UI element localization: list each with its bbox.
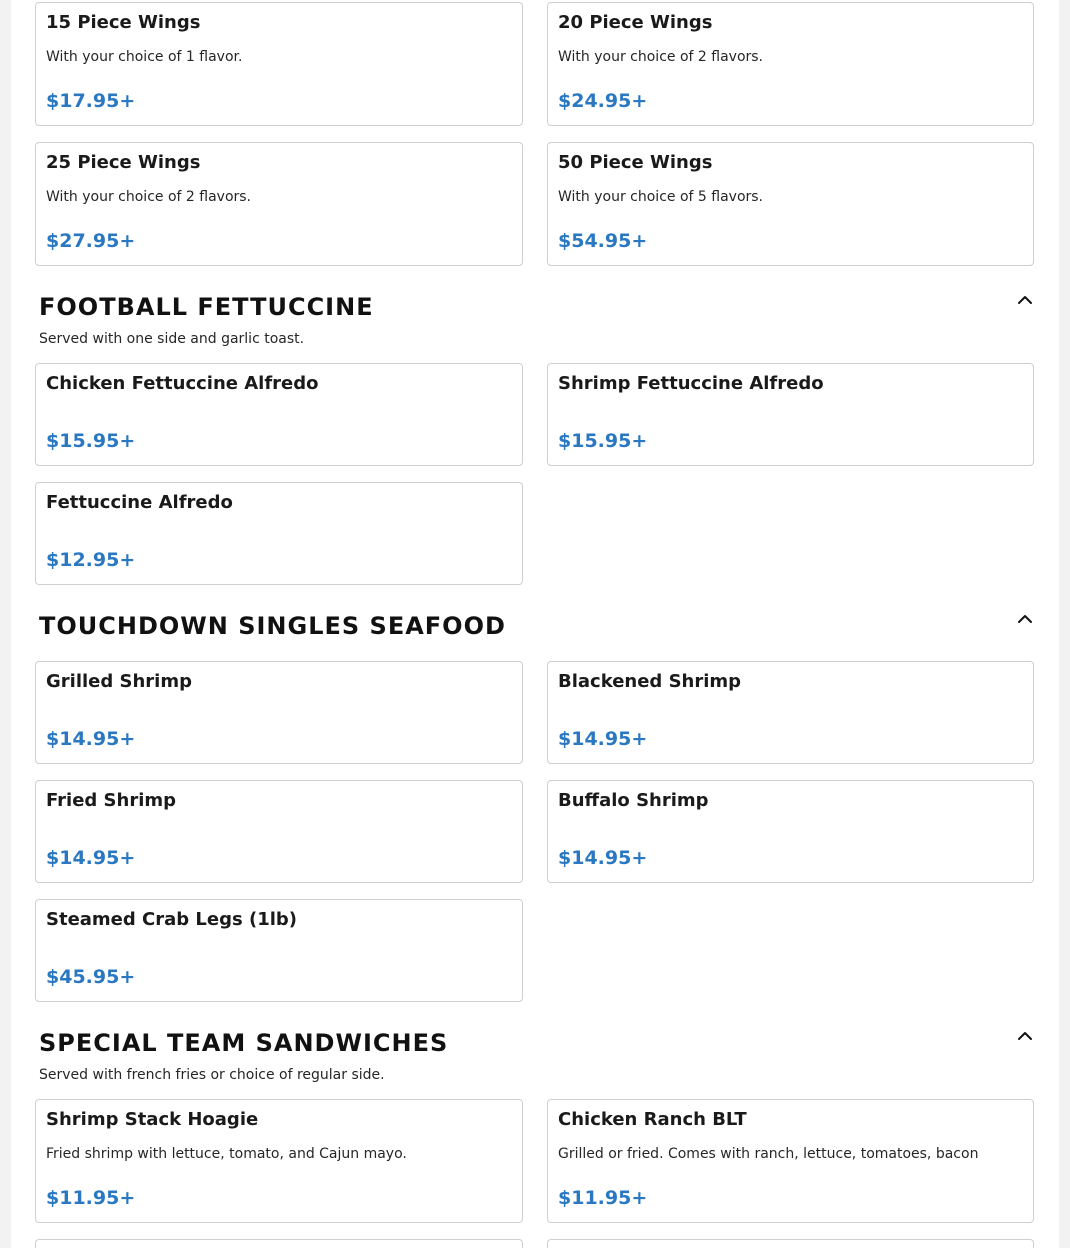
item-price: $14.95+ [46,728,136,750]
item-price: $24.95+ [558,90,648,112]
menu-item-card[interactable] [35,1239,523,1248]
item-price: $45.95+ [46,966,136,988]
item-price: $11.95+ [46,1187,136,1209]
item-price: $14.95+ [46,847,136,869]
menu-item-card[interactable] [547,780,1034,883]
item-description: With your choice of 2 flavors. [46,189,252,205]
item-name: 25 Piece Wings [46,152,201,173]
menu-item-card[interactable] [547,142,1034,266]
item-name: Shrimp Fettuccine Alfredo [558,373,824,394]
item-name: Grilled Shrimp [46,671,192,692]
menu-page [11,0,1059,1248]
menu-item-card[interactable] [35,363,523,466]
item-name: Chicken Fettuccine Alfredo [46,373,319,394]
section-title-fettuccine: FOOTBALL FETTUCCINE [39,293,374,321]
chevron-up-icon [1014,1025,1036,1047]
item-name: 15 Piece Wings [46,12,201,33]
menu-item-card[interactable] [547,363,1034,466]
collapse-toggle-fettuccine[interactable] [1014,289,1036,311]
item-name: Fettuccine Alfredo [46,492,233,513]
menu-item-card[interactable] [35,1099,523,1223]
item-description: With your choice of 5 flavors. [558,189,764,205]
item-price: $14.95+ [558,847,648,869]
item-name: Buffalo Shrimp [558,790,709,811]
item-price: $54.95+ [558,230,648,252]
item-price: $15.95+ [46,430,136,452]
collapse-toggle-sandwiches[interactable] [1014,1025,1036,1047]
item-name: Chicken Ranch BLT [558,1109,747,1130]
menu-item-card[interactable] [35,482,523,585]
item-name: 20 Piece Wings [558,12,713,33]
menu-item-card[interactable] [547,1099,1034,1223]
chevron-up-icon [1014,289,1036,311]
item-name: Steamed Crab Legs (1lb) [46,909,297,930]
menu-item-card[interactable] [35,142,523,266]
menu-item-card[interactable] [547,661,1034,764]
item-name: 50 Piece Wings [558,152,713,173]
item-description: Fried shrimp with lettuce, tomato, and Cajun mayo. [46,1146,407,1162]
section-description-sandwiches: Served with french fries or choice of regular side. [39,1067,385,1083]
collapse-toggle-seafood[interactable] [1014,608,1036,630]
item-description: With your choice of 1 flavor. [46,49,243,65]
item-price: $12.95+ [46,549,136,571]
item-price: $14.95+ [558,728,648,750]
item-price: $27.95+ [46,230,136,252]
item-description: With your choice of 2 flavors. [558,49,764,65]
menu-item-card[interactable] [35,661,523,764]
item-price: $15.95+ [558,430,648,452]
menu-item-card[interactable] [35,899,523,1002]
item-name: Blackened Shrimp [558,671,742,692]
menu-item-card[interactable] [35,780,523,883]
section-title-sandwiches: SPECIAL TEAM SANDWICHES [39,1029,449,1057]
item-price: $17.95+ [46,90,136,112]
menu-item-card[interactable] [547,2,1034,126]
item-name: Shrimp Stack Hoagie [46,1109,259,1130]
item-description: Grilled or fried. Comes with ranch, lettuce, tomatoes, bacon [558,1146,979,1162]
menu-item-card[interactable] [547,1239,1034,1248]
item-price: $11.95+ [558,1187,648,1209]
section-description-fettuccine: Served with one side and garlic toast. [39,331,305,347]
section-title-seafood: TOUCHDOWN SINGLES SEAFOOD [39,612,506,640]
chevron-up-icon [1014,608,1036,630]
menu-item-card[interactable] [35,2,523,126]
item-name: Fried Shrimp [46,790,177,811]
